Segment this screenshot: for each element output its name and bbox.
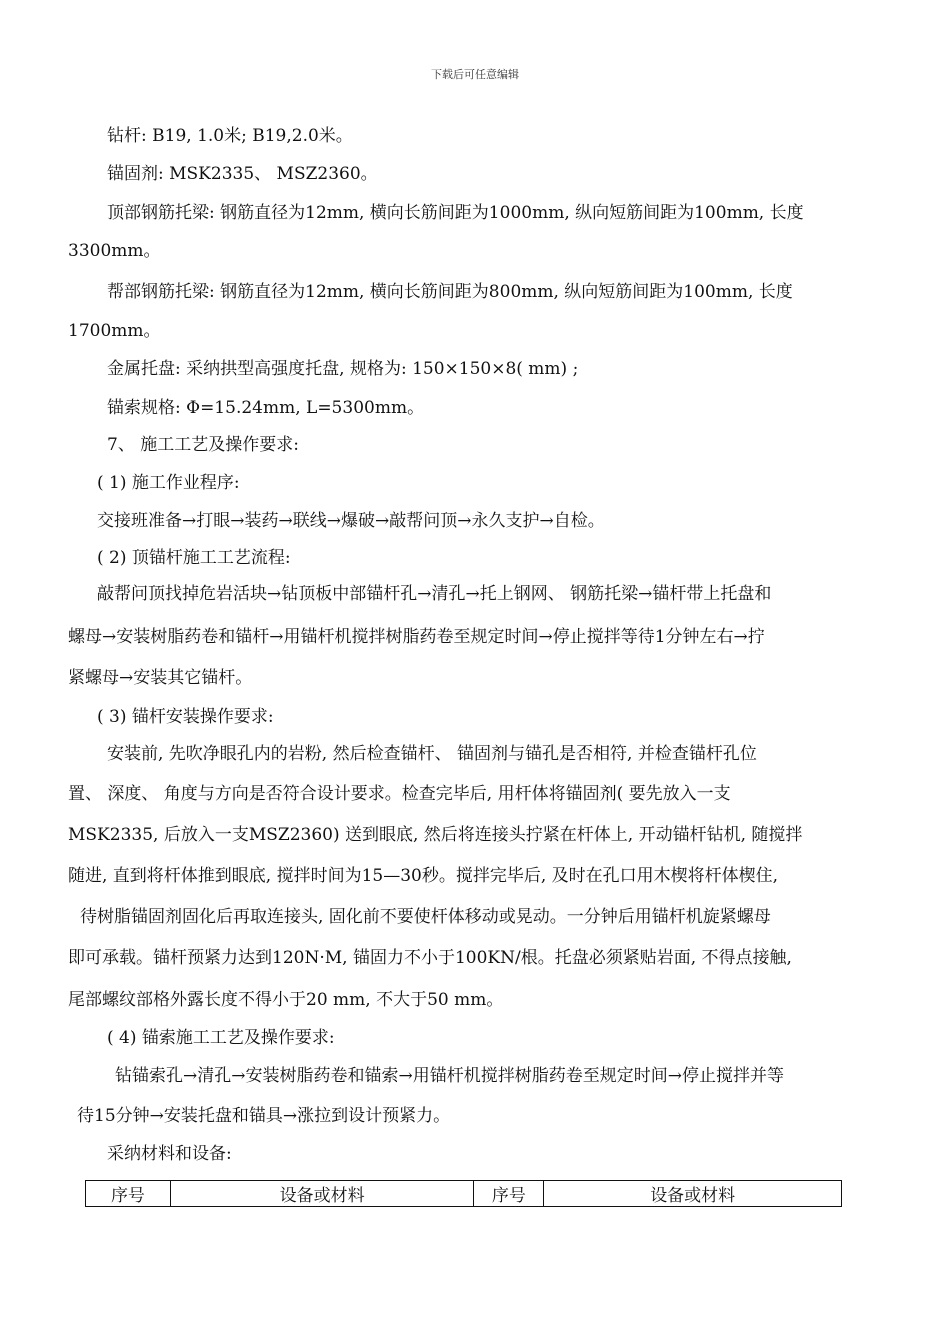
table-header-row — [86, 1181, 842, 1207]
text-line: 3300mm。 — [68, 241, 161, 261]
table-header-cell: 序号 — [474, 1181, 544, 1207]
text-line: 敲帮问顶找掉危岩活块→钻顶板中部锚杆孔→清孔→托上钢网、 钢筋托梁→锚杆带上托盘和 — [97, 584, 772, 604]
subsection-heading: ( 2) 顶锚杆施工工艺流程: — [97, 548, 291, 568]
table-header-cell: 设备或材料 — [170, 1181, 474, 1207]
text-line: MSK2335, 后放入一支MSZ2360) 送到眼底, 然后将连接头拧紧在杆体上, 开动锚杆钻机, 随搅拌 — [68, 825, 803, 845]
text-line: 即可承载。锚杆预紧力达到120N·M, 锚固力不小于100KN/根。托盘必须紧贴岩面, 不得点接触, — [68, 948, 792, 968]
table-header-cell: 设备或材料 — [544, 1181, 842, 1207]
text-line: 锚固剂: MSK2335、 MSZ2360。 — [107, 164, 378, 184]
text-line: 尾部螺纹部格外露长度不得小于20 mm, 不大于50 mm。 — [68, 990, 504, 1010]
text-line: 待15分钟→安装托盘和锚具→涨拉到设计预紧力。 — [77, 1106, 451, 1126]
page-header-note: 下载后可任意编辑 — [431, 68, 519, 81]
text-line: 金属托盘: 采纳拱型高强度托盘, 规格为: 150×150×8( mm) ; — [107, 359, 579, 379]
text-line: 1700mm。 — [68, 321, 161, 341]
subsection-heading: ( 3) 锚杆安装操作要求: — [97, 707, 274, 727]
text-line: 钻杆: B19, 1.0米; B19,2.0米。 — [107, 126, 353, 146]
text-line: 螺母→安装树脂药卷和锚杆→用锚杆机搅拌树脂药卷至规定时间→停止搅拌等待1分钟左右→拧 — [68, 627, 765, 647]
text-line: 锚索规格: Φ=15.24mm, L=5300mm。 — [107, 398, 425, 418]
text-line: 交接班准备→打眼→装药→联线→爆破→敲帮问顶→永久支护→自检。 — [97, 511, 605, 531]
equipment-table — [85, 1180, 842, 1207]
subsection-heading: ( 1) 施工作业程序: — [97, 473, 240, 493]
text-line: 随进, 直到将杆体推到眼底, 搅拌时间为15—30秒。搅拌完毕后, 及时在孔口用木楔将杆体楔住, — [68, 866, 779, 886]
text-line: 钻锚索孔→清孔→安装树脂药卷和锚索→用锚杆机搅拌树脂药卷至规定时间→停止搅拌并等 — [115, 1066, 784, 1086]
text-line: 采纳材料和设备: — [107, 1144, 232, 1164]
subsection-heading: ( 4) 锚索施工工艺及操作要求: — [107, 1028, 335, 1048]
text-line: 紧螺母→安装其它锚杆。 — [68, 668, 253, 688]
section-heading: 7、 施工工艺及操作要求: — [107, 435, 299, 455]
text-line: 安装前, 先吹净眼孔内的岩粉, 然后检查锚杆、 锚固剂与锚孔是否相符, 并检查锚杆孔位 — [107, 744, 757, 764]
text-line: 顶部钢筋托梁: 钢筋直径为12mm, 横向长筋间距为1000mm, 纵向短筋间距为100mm, 长度 — [107, 203, 804, 223]
table-header-cell: 序号 — [86, 1181, 171, 1207]
text-line: 置、 深度、 角度与方向是否符合设计要求。检查完毕后, 用杆体将锚固剂( 要先放入一支 — [68, 784, 731, 804]
text-line: 待树脂锚固剂固化后再取连接头, 固化前不要使杆体移动或晃动。一分钟后用锚杆机旋紧螺母 — [80, 907, 771, 927]
text-line: 帮部钢筋托梁: 钢筋直径为12mm, 横向长筋间距为800mm, 纵向短筋间距为100mm, 长度 — [107, 282, 793, 302]
